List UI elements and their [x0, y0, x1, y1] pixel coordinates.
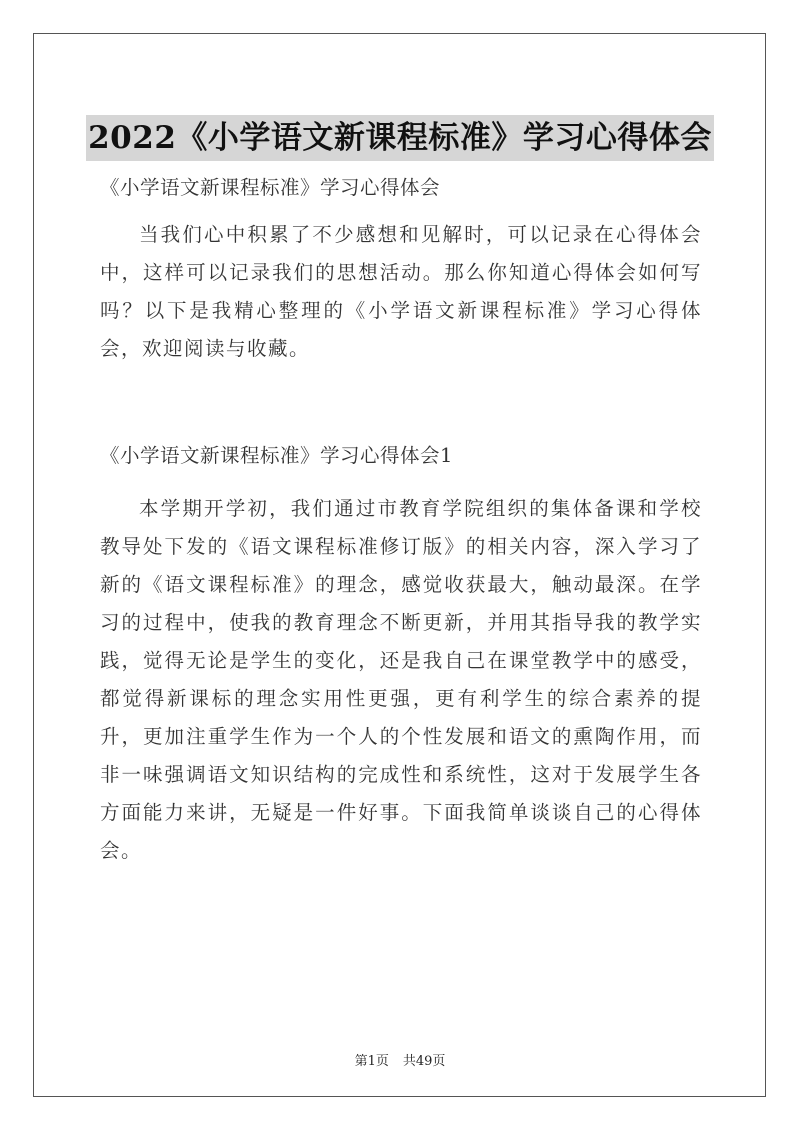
document-title: 2022《小学语文新课程标准》学习心得体会 — [86, 115, 714, 161]
section1-paragraph: 本学期开学初，我们通过市教育学院组织的集体备课和学校教导处下发的《语文课程标准修订版》的相关内容，深入学习了新的《语文课程标准》的理念，感觉收获最大，触动最深。在学习的过程中，使我的教育理念不断更新，并用其指导我的教学实践，觉得无论是学生的变化，还是我自己在课堂教学中的感受，都觉得新课标的理念实用性更强，更有利学生的综合素养的提升，更加注重学生作为一个人的个性发展和语文的熏陶作用，而非一味强调语文知识结构的完成性和系统性，这对于发展学生各方面能力来讲，无疑是一件好事。下面我简单谈谈自己的心得体会。 — [100, 497, 702, 862]
intro-heading: 《小学语文新课程标准》学习心得体会 — [100, 176, 441, 199]
page-number-total: 共49页 — [402, 1054, 446, 1069]
document-body — [100, 168, 702, 870]
page-footer — [0, 1050, 800, 1069]
page-number-current: 第1页 — [354, 1054, 389, 1069]
intro-paragraph: 当我们心中积累了不少感想和见解时，可以记录在心得体会中，这样可以记录我们的思想活动。那么你知道心得体会如何写吗？以下是我精心整理的《小学语文新课程标准》学习心得体会，欢迎阅读与收藏。 — [100, 223, 702, 360]
section1-heading: 《小学语文新课程标准》学习心得体会1 — [100, 444, 453, 467]
